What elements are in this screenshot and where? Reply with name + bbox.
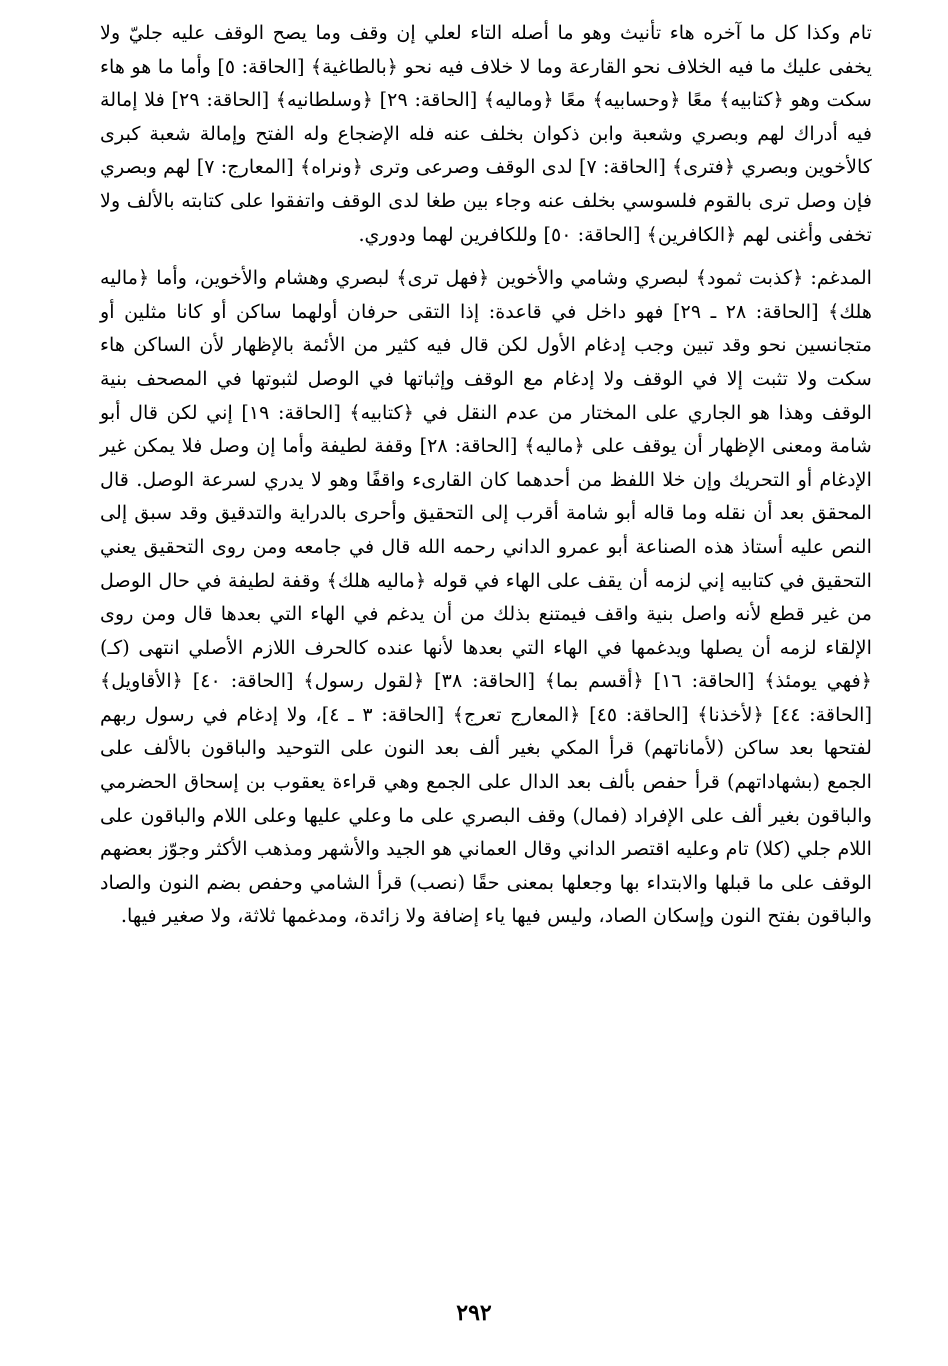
paragraph-2: المدغم: ﴿كذبت ثمود﴾ لبصري وشامي والأخوين ﴿فهل ترى﴾ لبصري وهشام والأخوين، وأما ﴿ماليه هلك﴾ [الحاقة: ٢٨ ـ ٢٩] فهو داخل في قاعدة: إذا التقى حرفان أولهما ساكن أو كانا مثلين أو متجانسين نحو وقد تبين وجب إدغام الأول لكن قال فيه كثير من الأئمة بالإظهار لأن الساكن هاء سكت ولا تثبت إلا في الوقف ولا إدغام مع الوقف وإثباتها في الوصل لثبوتها في المصحف بنية الوقف وهذا هو الجاري على المختار من عدم النقل في ﴿كتابيه﴾ [الحاقة: ١٩] إني لكن قال أبو شامة ومعنى الإظهار أن يوقف على ﴿ماليه﴾ [الحاقة: ٢٨] وقفة لطيفة وأما إن وصل فلا يمكن غير الإدغام أو التحريك وإن خلا اللفظ من أحدهما كان القارىء واقفًا وهو لا يدري لسرعة الوصل. قال المحقق بعد أن نقله وما قاله أبو شامة أقرب إلى التحقيق وأحرى بالدراية والتدقيق وقد سبق إلى النص عليه أستاذ هذه الصناعة أبو عمرو الداني رحمه الله قال في جامعه ومن روى التحقيق يعني التحقيق في كتابيه إني لزمه أن يقف على الهاء في قوله ﴿ماليه هلك﴾ وقفة لطيفة في حال الوصل من غير قطع لأنه واصل بنية واقف فيمتنع بذلك من أن يدغم في الهاء التي بعدها قال ومن روى الإلقاء لزمه أن يصلها ويدغمها في الهاء التي بعدها لأنها عنده كالحرف اللازم الأصلي انتهى (كـ) ﴿فهي يومئذ﴾ [الحاقة: ١٦] ﴿أقسم بما﴾ [الحاقة: ٣٨] ﴿لقول رسول﴾ [الحاقة: ٤٠] ﴿الأقاويل﴾ [الحاقة: ٤٤] ﴿لأخذنا﴾ [الحاقة: ٤٥] ﴿المعارج تعرج﴾ [الحاقة: ٣ ـ ٤]، ولا إدغام في رسول ربهم لفتحها بعد ساكن (لأماناتهم) قرأ المكي بغير ألف بعد النون على التوحيد والباقون بالألف على الجمع (بشهاداتهم) قرأ حفص بألف بعد الدال على الجمع وهي قراءة يعقوب بن إسحاق الحضرمي والباقون بغير ألف على الإفراد (فمال) وقف البصري على ما وعلي عليها وعلى اللام والباقون على اللام جلي (كلا) تام وعليه اقتصر الداني وقال العماني هو الجيد والأشهر ومذهب الأكثر وجوّز بعضهم الوقف على ما قبلها والابتداء بها وجعلها بمعنى حقًا (نصب) قرأ الشامي وحفص بضم النون والصاد والباقون بفتح النون وإسكان الصاد، وليس فيها ياء إضافة ولا زائدة، ومدغمها ثلاثة، ولا صغير فيها. (100, 266, 873, 928)
paragraph-1: تام وكذا كل ما آخره هاء تأنيث وهو ما أصله التاء لعلي إن وقف وما يصح الوقف عليه جليّ ولا يخفى عليك ما فيه الخلاف نحو القارعة وما لا خلاف فيه نحو ﴿بالطاغية﴾ [الحاقة: ٥] وأما ما هو هاء سكت وهو ﴿كتابيه﴾ معًا ﴿وحسابيه﴾ معًا ﴿وماليه﴾ [الحاقة: ٢٩] ﴿وسلطانيه﴾ [الحاقة: ٢٩] فلا إمالة فيه أدراك لهم وبصري وشعبة وابن ذكوان بخلف عنه فله الإضجاع وله الفتح وإمالة شعبة كبرى كالأخوين وبصري ﴿فترى﴾ [الحاقة: ٧] لدى الوقف وصرعى وترى ﴿ونراه﴾ [المعارج: ٧] لهم وبصري فإن وصل ترى بالقوم فلسوسي بخلف عنه وجاء بين طغا لدى الوقف واتفقوا على كتابته بالألف ولا تخفى وأغنى لهم ﴿الكافرين﴾ [الحاقة: ٥٠] وللكافرين لهما ودوري. (100, 21, 872, 246)
page-body (100, 16, 872, 933)
page-number: ٢٩٢ (456, 1300, 492, 1326)
